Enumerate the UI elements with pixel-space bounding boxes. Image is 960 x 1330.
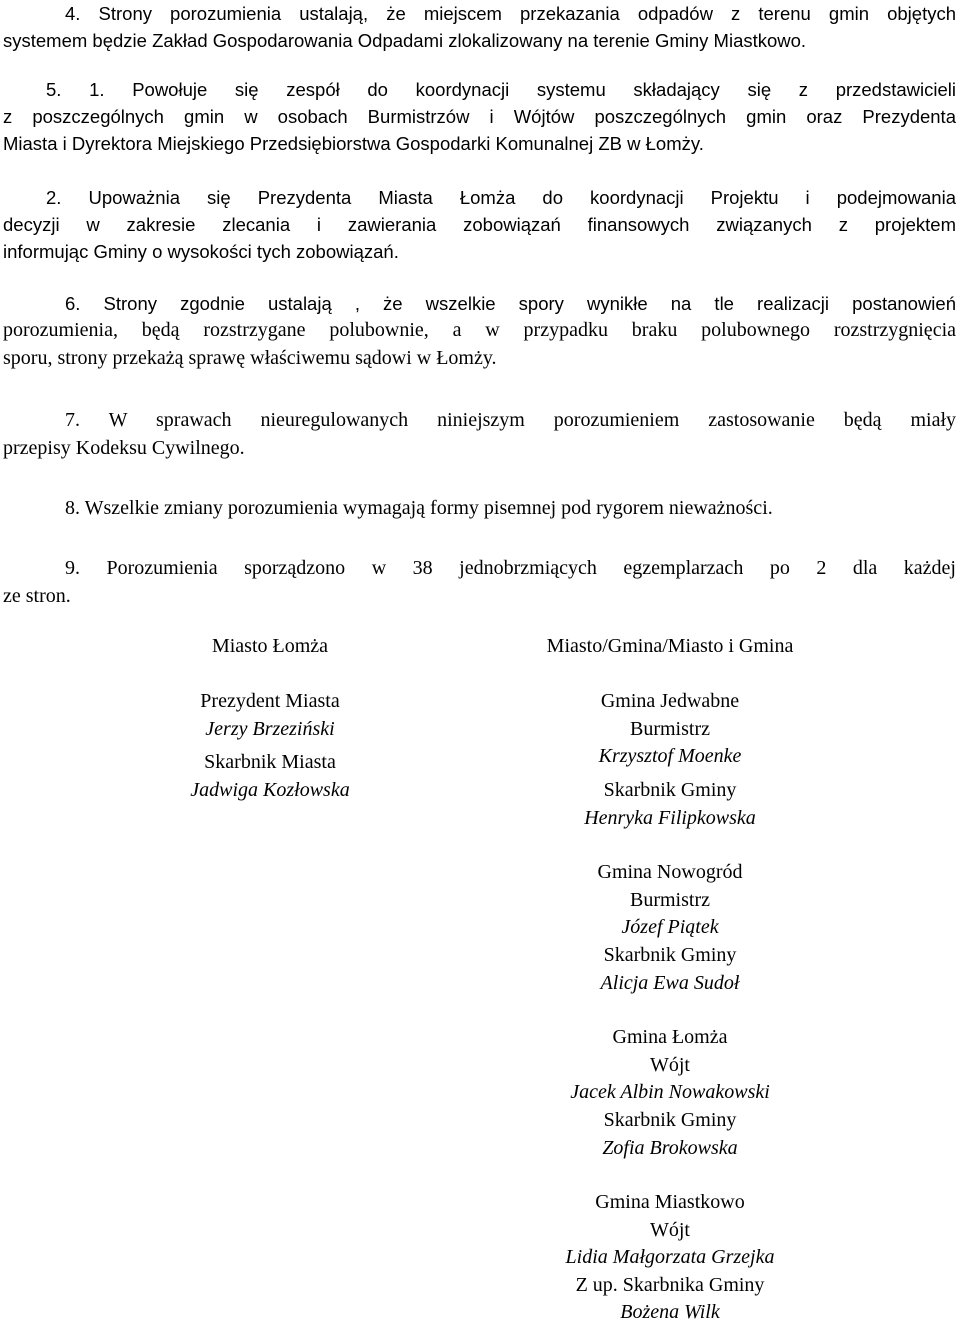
signatory-unit: Gmina Łomża bbox=[612, 1026, 728, 1049]
paragraph-line: 6. Strony zgodnie ustalają , że wszelkie spory wynikłe na tle realizacji postanowień bbox=[65, 293, 956, 314]
paragraph-line: porozumienia, będą rozstrzygane polubownie, a w przypadku braku polubownego rozstrzygnięcia bbox=[3, 319, 956, 341]
paragraph-line: 2. Upoważnia się Prezydenta Miasta Łomża do koordynacji Projektu i podejmowania bbox=[46, 187, 956, 208]
signatory-title: Burmistrz bbox=[630, 888, 710, 911]
signatory-name: Zofia Brokowska bbox=[602, 1136, 738, 1159]
signature-block-nowogrod bbox=[470, 859, 870, 997]
paragraph-line: informując Gminy o wysokości tych zobowiązań. bbox=[3, 241, 399, 262]
signature-block-jedwabne bbox=[470, 688, 870, 832]
paragraph-5-1 bbox=[3, 76, 956, 157]
paragraph-line: systemem będzie Zakład Gospodarowania Odpadami zlokalizowany na terenie Gminy Miastkowo. bbox=[3, 30, 807, 51]
signatory-title: Prezydent Miasta bbox=[200, 690, 340, 713]
signatory-party-header: Miasto/Gmina/Miasto i Gmina bbox=[546, 635, 794, 657]
paragraph-8 bbox=[3, 495, 956, 523]
paragraph-line: sporu, strony przekażą sprawę właściwemu sądowi w Łomży. bbox=[3, 346, 497, 369]
paragraph-line: 9. Porozumienia sporządzono w 38 jednobrzmiących egzemplarzach po 2 dla każdej bbox=[65, 557, 956, 579]
paragraph-line: 7. W sprawach nieuregulowanych niniejszym porozumieniem zastosowanie będą miały bbox=[65, 409, 956, 431]
paragraph-line: przepisy Kodeksu Cywilnego. bbox=[3, 436, 245, 459]
signatory-unit: Gmina Nowogród bbox=[597, 861, 743, 884]
signatory-name: Henryka Filipkowska bbox=[584, 806, 756, 829]
signatory-title: Skarbnik Gminy bbox=[603, 778, 737, 801]
paragraph-line: ze stron. bbox=[3, 584, 71, 607]
signatory-title: Burmistrz bbox=[630, 717, 710, 740]
spacer bbox=[120, 661, 420, 689]
signatory-name: Alicja Ewa Sudoł bbox=[600, 971, 740, 994]
paragraph-line: Miasta i Dyrektora Miejskiego Przedsiębiorstwa Gospodarki Komunalnej ZB w Łomży. bbox=[3, 133, 704, 154]
paragraph-line: 5. 1. Powołuje się zespół do koordynacji systemu składający się z przedstawicieli bbox=[46, 79, 956, 100]
signatory-name: Bożena Wilk bbox=[620, 1301, 720, 1324]
signature-column-left bbox=[120, 633, 420, 805]
paragraph-line: 8. Wszelkie zmiany porozumienia wymagają formy pisemnej pod rygorem nieważności. bbox=[65, 497, 773, 519]
signatory-name: Jerzy Brzeziński bbox=[205, 717, 335, 740]
signatory-name: Lidia Małgorzata Grzejka bbox=[565, 1246, 775, 1269]
signature-block-lomza bbox=[470, 1024, 870, 1162]
paragraph-4 bbox=[3, 0, 956, 54]
paragraph-line: decyzji w zakresie zlecania i zawierania zobowiązań finansowych związanych z projektem bbox=[3, 214, 956, 235]
paragraph-9 bbox=[3, 555, 956, 610]
signatory-title: Z up. Skarbnika Gminy bbox=[575, 1273, 765, 1296]
signatory-name: Jacek Albin Nowakowski bbox=[570, 1081, 770, 1104]
paragraph-6 bbox=[3, 290, 956, 372]
paragraph-line: z poszczególnych gmin w osobach Burmistrzów i Wójtów poszczególnych gmin oraz Prezydenta bbox=[3, 106, 956, 127]
paragraph-line: 4. Strony porozumienia ustalają, że miejscem przekazania odpadów z terenu gmin objętych bbox=[65, 3, 956, 24]
signatory-title: Wójt bbox=[650, 1053, 690, 1076]
signatory-party-header: Miasto Łomża bbox=[211, 635, 329, 657]
signatory-title: Skarbnik Miasta bbox=[204, 751, 336, 774]
signatory-title: Skarbnik Gminy bbox=[603, 1108, 737, 1131]
paragraph-2 bbox=[3, 184, 956, 265]
signatory-unit: Gmina Jedwabne bbox=[600, 690, 740, 713]
signatory-name: Krzysztof Moenke bbox=[598, 745, 742, 768]
signatory-name: Jadwiga Kozłowska bbox=[190, 778, 350, 801]
signature-block-miastkowo bbox=[470, 1189, 870, 1327]
signatory-unit: Gmina Miastkowo bbox=[595, 1191, 745, 1214]
signature-column-right bbox=[470, 633, 870, 1327]
paragraph-7 bbox=[3, 407, 956, 462]
signatory-title: Skarbnik Gminy bbox=[603, 943, 737, 966]
spacer bbox=[470, 661, 870, 689]
signatory-name: Józef Piątek bbox=[621, 916, 719, 939]
signatory-title: Wójt bbox=[650, 1218, 690, 1241]
